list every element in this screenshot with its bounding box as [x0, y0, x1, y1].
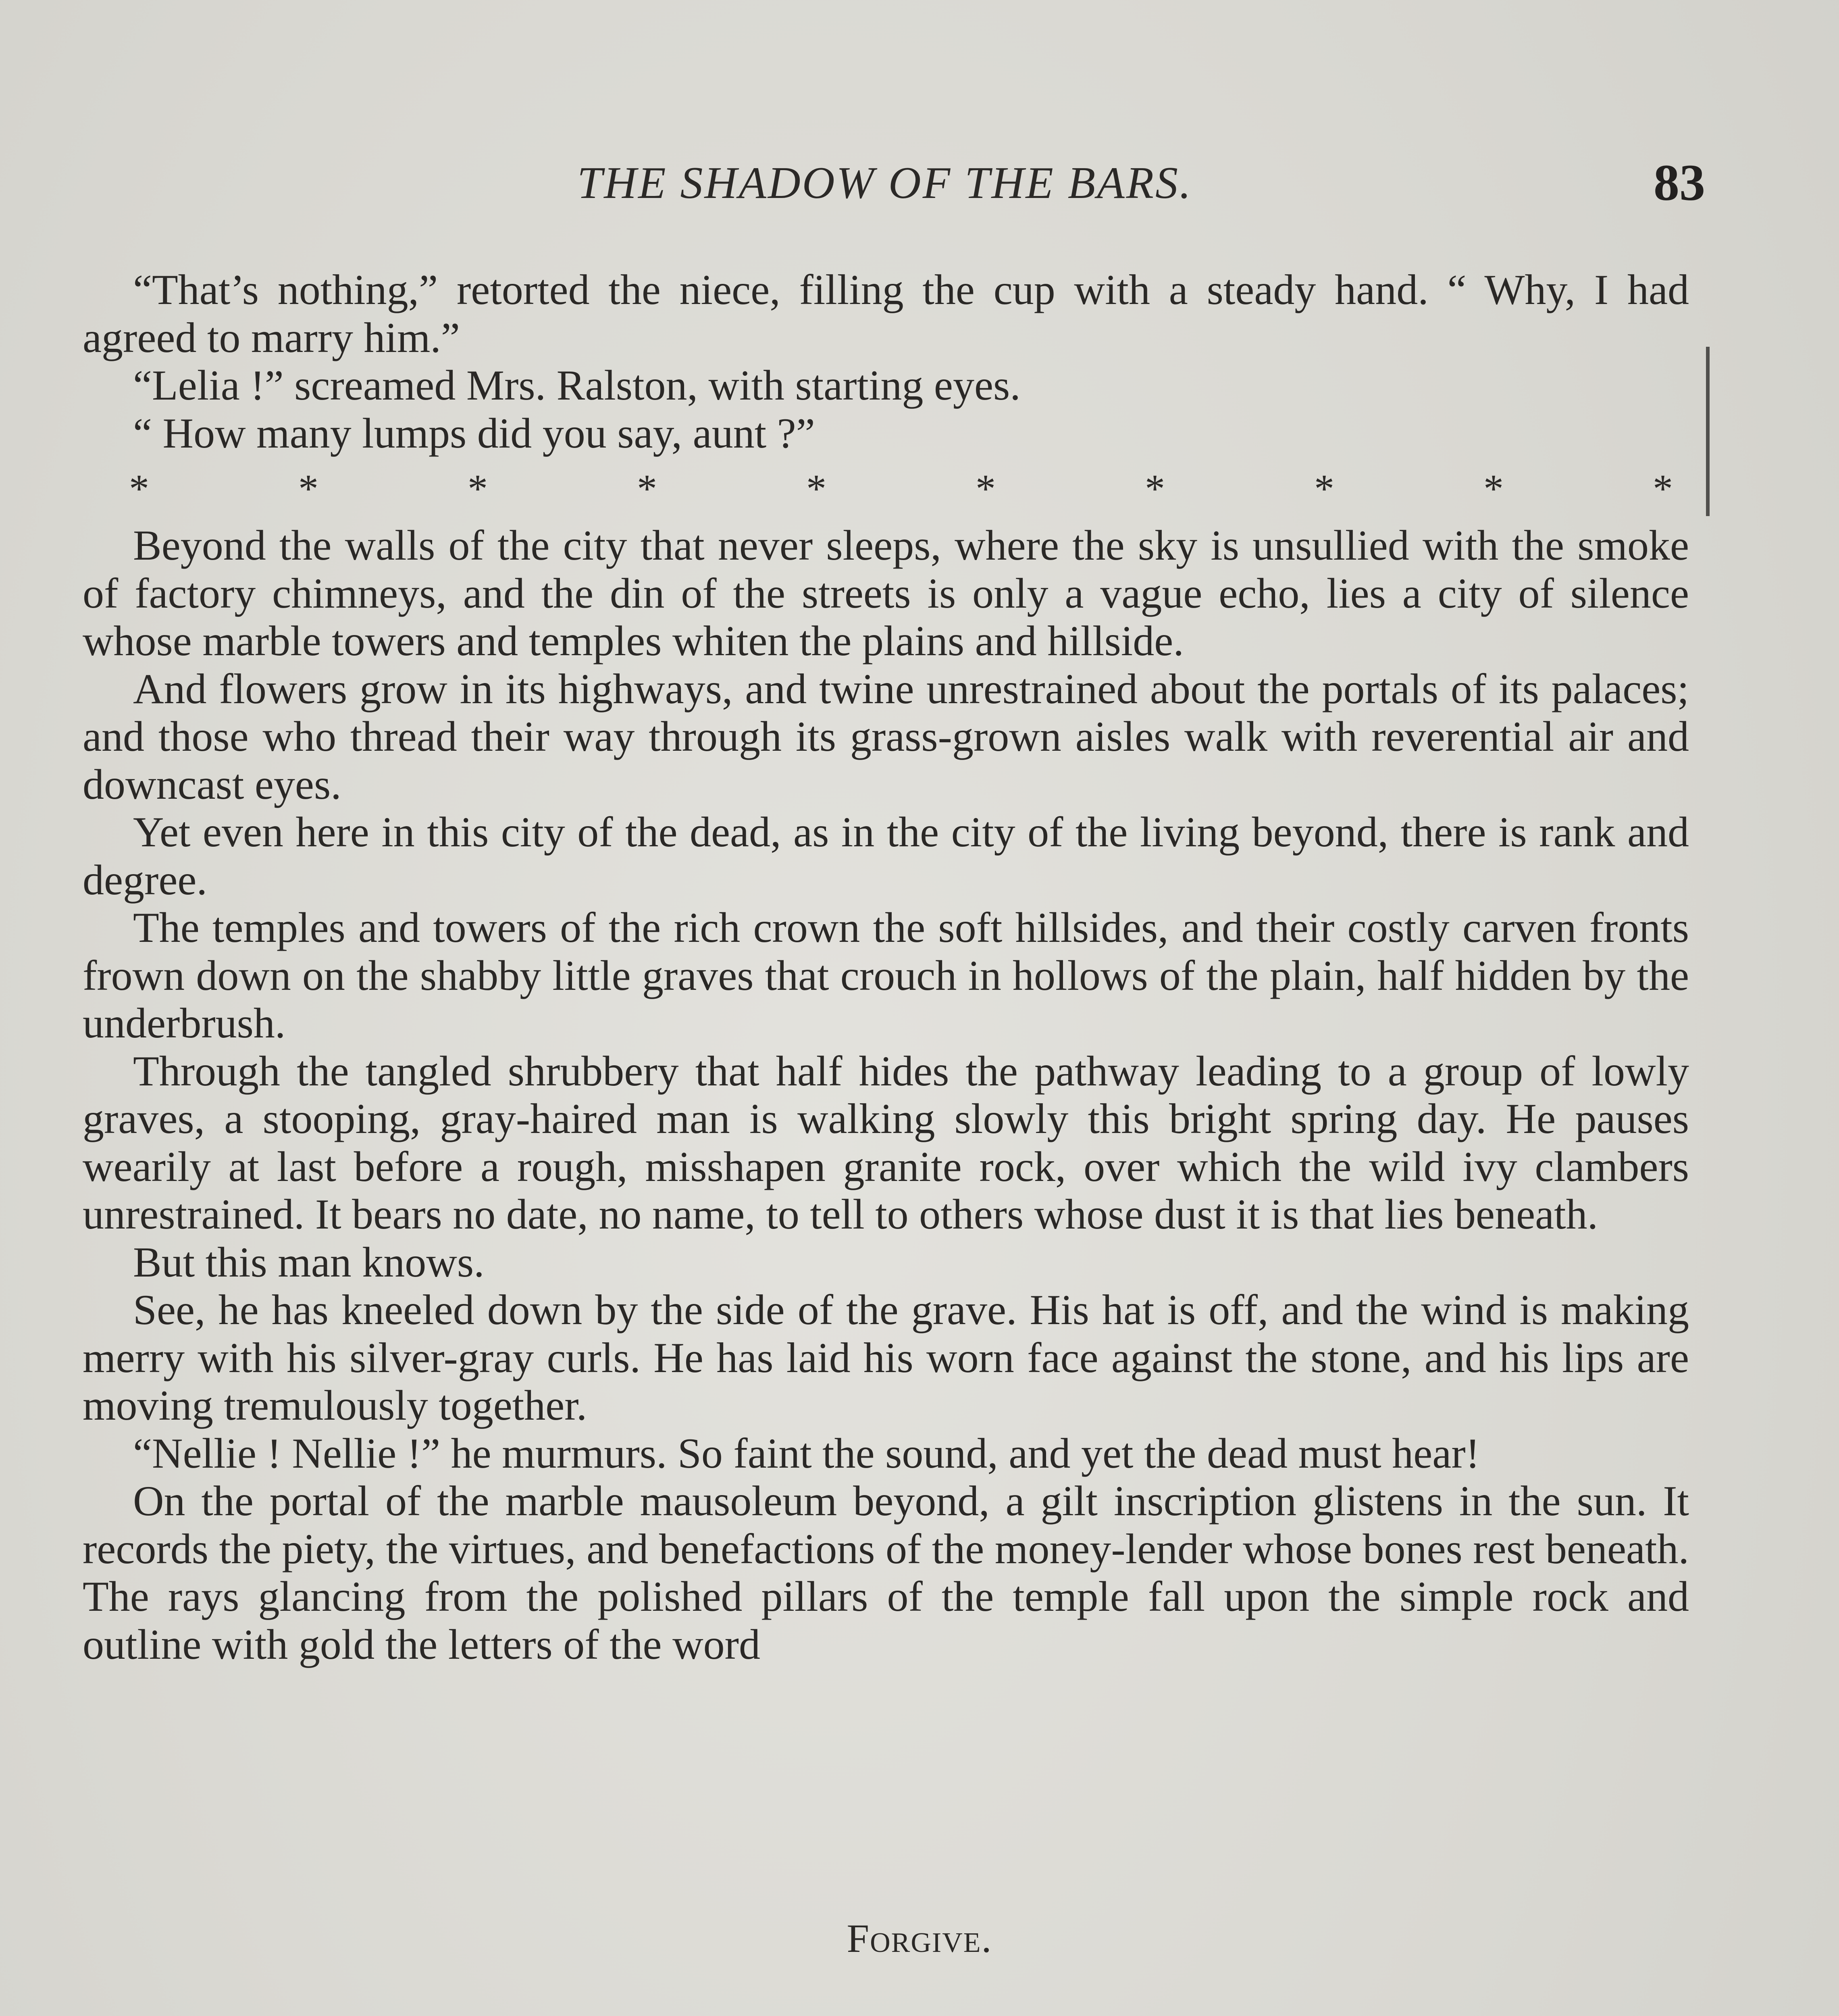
separator-star: *: [298, 466, 318, 511]
separator-star: *: [468, 466, 488, 511]
paragraph: The temples and towers of the rich crown the soft hillsides, and their costly carven fronts frown down on the shabby little graves that crouch in hollows of the plain, half hidden by the underbrush.: [83, 904, 1689, 1047]
separator-star: *: [1145, 466, 1165, 511]
paragraph: And flowers grow in its highways, and twine unrestrained about the portals of its palaces; and those who thread their way through its grass-grown aisles walk with reverential air and downcast eyes.: [83, 665, 1689, 808]
separator-star: *: [637, 466, 657, 511]
paragraph: “That’s nothing,” retorted the niece, filling the cup with a steady hand. “ Why, I had agreed to marry him.”: [83, 266, 1689, 361]
page-number: 83: [1654, 154, 1705, 211]
separator-star: *: [1314, 466, 1334, 511]
paragraph: “Nellie ! Nellie !” he murmurs. So faint the sound, and yet the dead must hear!: [133, 1429, 1480, 1477]
page-header: [81, 154, 1705, 218]
running-title: THE SHADOW OF THE BARS.: [577, 158, 1193, 208]
paragraph: On the portal of the marble mausoleum beyond, a gilt inscription glistens in the sun. It records the piety, the virtues, and benefactions of the money-lender whose bones rest beneath. The rays glancing from the polished pillars of the temple fall upon the simple rock and outline with gold the letters of the word: [83, 1477, 1689, 1668]
paragraph: “ How many lumps did you say, aunt ?”: [133, 409, 815, 457]
separator-star: *: [1653, 466, 1673, 511]
paragraph: Beyond the walls of the city that never sleeps, where the sky is unsullied with the smoke of factory chimneys, and the din of the streets is only a vague echo, lies a city of silence whose marble towers and temples whiten the plains and hillside.: [83, 522, 1689, 664]
separator-star: *: [1483, 466, 1504, 511]
body-text: [83, 266, 1689, 1668]
paragraph: Through the tangled shrubbery that half hides the pathway leading to a group of lowly graves, a stooping, gray-haired man is walking slowly this bright spring day. He pauses wearily at last before a rough, misshapen granite rock, over which the wild ivy clambers unrestrained. It bears no date, no name, to tell to others whose dust it is that lies beneath.: [83, 1047, 1689, 1238]
closing-word: Forgive.: [847, 1916, 992, 1961]
paragraph: See, he has kneeled down by the side of the grave. His hat is off, and the wind is making merry with his silver-gray curls. He has laid his worn face against the stone, and his lips are moving tremulously together.: [83, 1286, 1689, 1429]
paragraph: Yet even here in this city of the dead, as in the city of the living beyond, there is rank and degree.: [83, 808, 1689, 904]
paragraph: But this man knows.: [133, 1238, 485, 1286]
margin-rule: [1706, 347, 1710, 516]
separator-star: *: [806, 466, 826, 511]
separator-star: *: [129, 466, 149, 511]
paragraph: “Lelia !” screamed Mrs. Ralston, with starting eyes.: [133, 362, 1021, 409]
section-separator: [83, 464, 1689, 513]
separator-star: *: [976, 466, 996, 511]
